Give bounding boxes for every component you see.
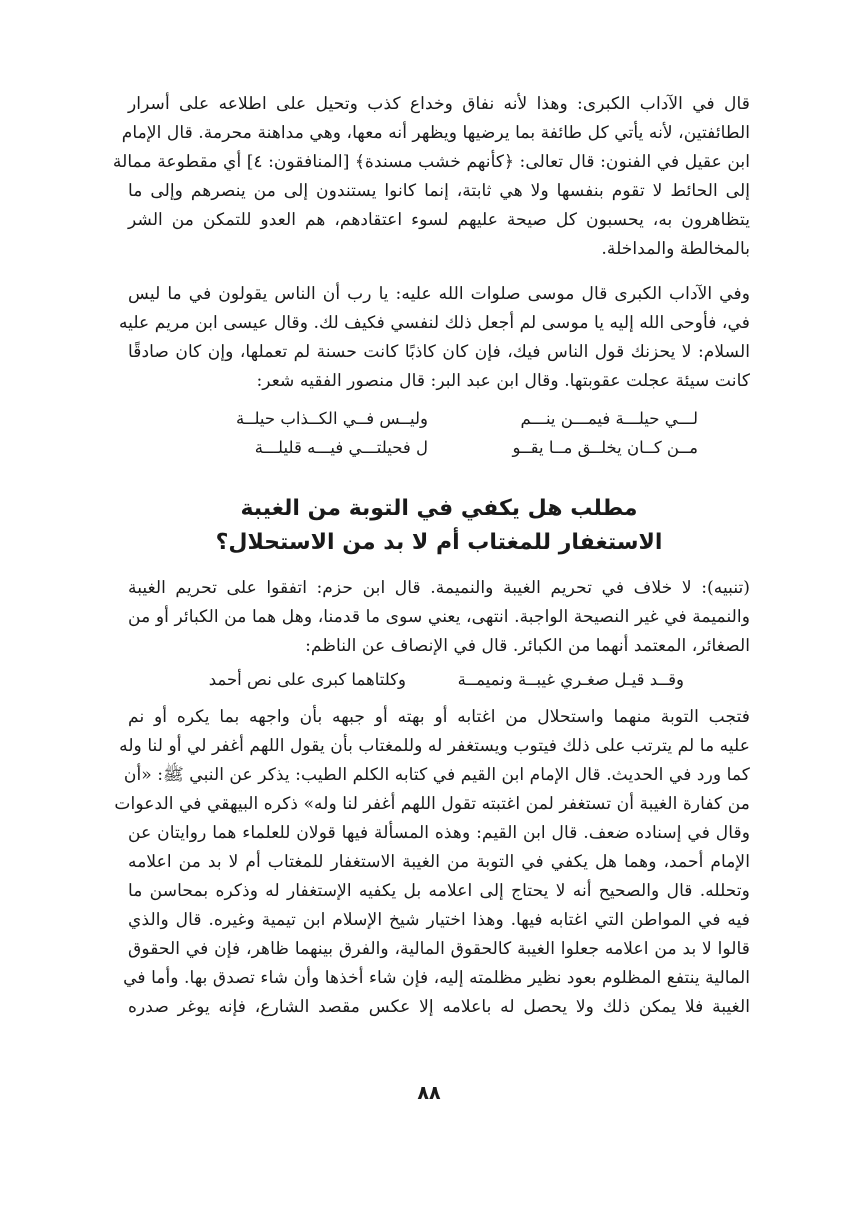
- text-line: والنميمة في غير النصيحة الواجبة. انتهى، يعني سوى ما قدمنا، وهل هما من الكبائر أو من: [128, 607, 750, 627]
- text-line: السلام: لا يحزنك قول الناس فيك، فإن كان كاذبًا كانت حسنة لم تعملها، وإن كان صادقًا: [128, 342, 750, 362]
- text-line: قالوا لا بد من اعلامه جعلوا الغيبة كالحقوق المالية، والفرق بينهما ظاهر، فإن في الحقوق: [128, 939, 750, 959]
- verse-first-hemistich: مــن كــان يخلــق مــا يقــو: [512, 438, 698, 457]
- poem-verse: [128, 433, 750, 462]
- text-line: كما ورد في الحديث. قال الإمام ابن القيم في كتابه الكلم الطيب: يذكر عن النبي ﷺ: «أن: [123, 765, 750, 785]
- text-line: وتحلله. قال والصحيح أنه لا يحتاج إلى اعلامه بل يكفيه الإستغفار له وذكره بمحاسن ما: [128, 881, 750, 901]
- text-line: الطائفتين، لأنه يأتي كل طائفة بما يرضيها ويظهر أنه معها، وهي مداهنة محرمة. قال الإمام: [121, 123, 750, 143]
- text-line: كانت سيئة عجلت عقوبتها. وقال ابن عبد البر: قال منصور الفقيه شعر:: [256, 371, 750, 391]
- text-line: (تنبيه): لا خلاف في تحريم الغيبة والنميمة. قال ابن حزم: اتفقوا على تحريم الغيبة: [128, 578, 750, 598]
- text-line: وفي الآداب الكبرى قال موسى صلوات الله عليه: يا رب أن الناس يقولون في ما ليس: [128, 284, 750, 304]
- section-heading: [128, 492, 750, 560]
- text-line: الإمام أحمد، وهما هل يكفي في التوبة من الغيبة الاستغفار للمغتاب أم لا بد من اعلامه: [128, 852, 750, 872]
- verse-first-hemistich: وقــد قيـل صغـري غيبــة ونميمــة: [457, 670, 684, 689]
- paragraph-musa-isa: [118, 280, 750, 396]
- text-line: إلى الحائط لا تقوم بنفسها ولا هي ثابتة، إنما كانوا يستندون إلى من ينصرهم وإلى ما: [128, 181, 750, 201]
- poem-nazim: [128, 665, 750, 695]
- text-line: من كفارة الغيبة أن تستغفر لمن اغتبته تقول اللهم أغفر لنا وله» ذكره البيهقي في الدعوات: [114, 794, 750, 814]
- page-body: [112, 90, 750, 1022]
- heading-line-2: الاستغفار للمغتاب أم لا بد من الاستحلال؟: [215, 530, 663, 555]
- verse-first-hemistich: لـــي حيلـــة فيمـــن ينـــم: [520, 409, 698, 428]
- poem-verse: [128, 404, 750, 433]
- poem-mansour-faqih: [128, 404, 750, 462]
- text-line: في، فأوحى الله إليه يا موسى لم أجعل ذلك لنفسي فكيف لك. وقال عيسى ابن مريم عليه: [118, 313, 750, 333]
- paragraph-adab-hypocrisy: [112, 90, 750, 264]
- verse-second-hemistich: وليــس فــي الكــذاب حيلــة: [235, 409, 428, 428]
- text-line: قال في الآداب الكبرى: وهذا لأنه نفاق وخداع كذب وتحيل على اطلاعه على أسرار: [128, 94, 750, 114]
- verse-second-hemistich: ل فحيلتـــي فيـــه قليلـــة: [254, 438, 428, 457]
- text-line: فتجب التوبة منهما واستحلال من اغتابه أو بهته أو جبهه بأن واجهه بما يكره أو نم: [128, 707, 750, 727]
- text-line: يتظاهرون به، يحسبون كل صيحة عليهم لسوء اعتقادهم، هم العدو للتمكن من الشر: [128, 210, 750, 230]
- text-line: بالمخالطة والمداخلة.: [601, 239, 750, 259]
- verse-second-hemistich: وكلتاهما كبرى على نص أحمد: [208, 670, 406, 689]
- text-line: ابن عقيل في الفنون: قال تعالى: ﴿كأنهم خشب مسندة﴾ [المنافقون: ٤] أي مقطوعة ممالة: [112, 152, 750, 172]
- text-line: عليه ما لم يترتب على ذلك فيتوب ويستغفر له وللمغتاب بأن يقول اللهم أغفر لي أو لنا وله: [119, 736, 750, 756]
- heading-line-1: مطلب هل يكفي في التوبة من الغيبة: [240, 496, 638, 521]
- text-line: الغيبة فلا يمكن ذلك ولا يحصل له باعلامه إلا عكس مقصد الشارع، فإنه يوغر صدره: [128, 997, 750, 1017]
- page-number: ٨٨: [417, 1082, 441, 1104]
- text-line: الصغائر، المعتمد أنهما من الكبائر. قال في الإنصاف عن الناظم:: [305, 636, 750, 656]
- text-line: المالية ينتفع المظلوم بعود نظير مظلمته إليه، فإن شاء أخذها وأن شاء تصدق بها. وأما في: [123, 968, 750, 988]
- text-line: وقال في إسناده ضعف. قال ابن القيم: وهذه المسألة فيها قولان للعلماء هما روايتان عن: [128, 823, 750, 843]
- paragraph-tawba: [114, 703, 750, 1022]
- text-line: فيه في المواطن التي اغتابه فيها. وهذا اختيار شيخ الإسلام ابن تيمية وغيره. قال والذي: [128, 910, 750, 930]
- paragraph-tanbih: [128, 574, 750, 661]
